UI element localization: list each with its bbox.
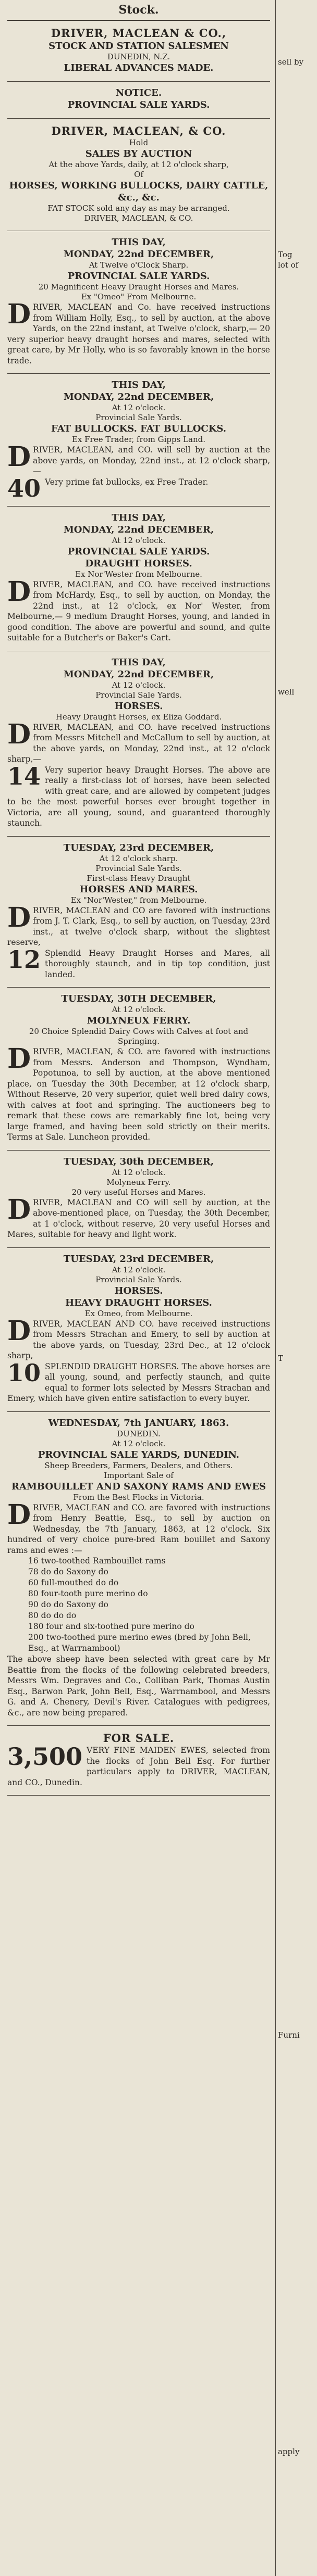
ad-heading-line: At 12 o'clock.: [112, 403, 166, 412]
ad-heading-line: HORSES.: [114, 1285, 163, 1296]
drop-cap: D: [7, 1498, 31, 1531]
sheep-lot-item: 200 two-toothed pure merino ewes (bred by John Bell, Esq., at Warrnambool): [28, 1633, 251, 1653]
ad-heading-line: TUESDAY, 23rd DECEMBER,: [63, 1253, 214, 1265]
sheep-lot-item: 60 full-mouthed do do: [28, 1578, 119, 1587]
ad-heading-line: Important Sale of: [104, 1470, 174, 1480]
ad-body-text: RIVER, MACLEAN and CO will sell by auction, at the above-mentioned place, on Tuesday, the 30th December, at 1 o'clock, without reserve, 20 very useful Horses and Mares, suitable for heavy and light work.: [7, 1197, 270, 1239]
lot-count: 10: [7, 1358, 41, 1387]
ad-heading-line: Ex Nor'Wester from Melbourne.: [75, 569, 202, 579]
ad-heading-line: At 12 o'clock.: [112, 680, 166, 690]
ad-heading-line: THIS DAY,: [112, 237, 166, 248]
ad-divider: [7, 506, 270, 507]
ad-divider: [7, 1411, 270, 1412]
ad-heading-line: At Twelve o'Clock Sharp.: [89, 260, 189, 270]
drop-cap: D: [7, 901, 31, 933]
side-fragment: T: [278, 1354, 284, 1363]
ad-heading-line: FAT STOCK sold any day as may be arranged.: [47, 204, 230, 213]
ad-heading-line: SALES BY AUCTION: [85, 148, 192, 159]
ad-heading-line: FAT BULLOCKS. FAT BULLOCKS.: [51, 423, 226, 434]
ad-heading-line: Provincial Sale Yards.: [95, 413, 182, 422]
ad-heading-line: Provincial Sale Yards.: [95, 690, 182, 700]
advertisement: [7, 1154, 270, 1244]
ad-heading-line: TUESDAY, 23rd DECEMBER,: [63, 842, 214, 853]
ad-heading-line: 20 very useful Horses and Mares.: [71, 1187, 206, 1197]
ad-body: [7, 1498, 270, 1556]
ad-heading-line: MONDAY, 22nd DECEMBER,: [63, 249, 214, 260]
ad-heading-line: FOR SALE.: [103, 1732, 175, 1745]
ad-heading-line: Ex Free Trader, from Gipps Land.: [71, 435, 206, 444]
sheep-lot-item: 180 four and six-toothed pure merino do: [28, 1622, 194, 1631]
side-fragment: Tog: [278, 250, 292, 259]
ad-heading-line: 20 Choice Splendid Dairy Cows with Calves at foot and Springing.: [29, 1027, 249, 1046]
ad-body: [7, 575, 270, 643]
ad-body-text: RIVER, MACLEAN, & CO. are favored with instructions from Messrs. Anderson and Thompson, Wyndham, Popotunoa, to sell by auction, at the above mentioned place, on Tuesday the 30th December, at 12 o'clock sharp, Without Reserve, 20 very superior, quiet well bred dairy cows, with calves at foot and springing. The auctioneers beg to remark that these cows are remarkably fine lot, being very large framed, and having been sold strictly on their merits. Terms at Sale. Luncheon provided.: [7, 1047, 270, 1142]
ad-divider: [7, 987, 270, 988]
ad-heading-line: THIS DAY,: [112, 380, 166, 390]
ad-heading-line: PROVINCIAL SALE YARDS.: [67, 99, 210, 110]
drop-cap: D: [7, 441, 31, 473]
ad-heading-line: Provincial Sale Yards.: [95, 1274, 182, 1284]
ad-body-text: RIVER, MACLEAN and CO are favored with instructions from J. T. Clark, Esq., to sell by auction, on Tuesday, 23rd inst., at twelve o'clock sharp, without the slightest reserve,: [7, 905, 270, 947]
ad-body: [7, 1193, 270, 1240]
ad-divider: [7, 118, 270, 119]
ad-heading-line: At the above Yards, daily, at 12 o'clock sharp,: [48, 160, 229, 169]
side-fragment: apply: [278, 2447, 300, 2456]
ad-heading-line: STOCK AND STATION SALESMEN: [48, 41, 229, 52]
side-fragment: sell by: [278, 57, 304, 67]
ad-body-text: RIVER, MACLEAN, and CO. have received instructions from McHardy, Esq., to sell by auction, on Monday, the 22nd inst., at 12 o'clock, ex Nor' Wester, from Melbourne,— 9 medium Draught Horses, young, and landed in good condition. The above are powerful and sound, and quite suitable for a Butcher's or Baker's Cart.: [7, 579, 270, 642]
advertisement: [7, 1415, 270, 1723]
side-fragment: Furni: [278, 2030, 300, 2040]
ad-divider: [7, 1725, 270, 1726]
ad-heading-line: THIS DAY,: [112, 512, 166, 523]
ad-body-text: RIVER, MACLEAN and CO. are favored with instructions from Henry Beattie, Esq., to sell by auction on Wednesday, the 7th January, 1863, at 12 o'clock, Six hundred of very choice pure-bred Ram bouillet and Saxony rams and ewes :—: [7, 1502, 270, 1555]
advertisement: [7, 654, 270, 833]
ad-heading-line: WEDNESDAY, 7th JANUARY, 1863.: [48, 1417, 229, 1429]
adjacent-column-fragment: [275, 0, 317, 2576]
ad-lot-text: [7, 474, 270, 502]
ad-heading-line: From the Best Flocks in Victoria.: [73, 1492, 204, 1502]
sheep-lot-item: 16 two-toothed Rambouillet rams: [28, 1556, 166, 1565]
ad-heading-line: 20 Magnificent Heavy Draught Horses and Mares.: [38, 282, 239, 292]
ad-heading-line: HEAVY DRAUGHT HORSES.: [65, 1297, 212, 1308]
advertisement: [7, 122, 270, 228]
ad-lot-description: Very prime fat bullocks, ex Free Trader.: [45, 477, 209, 487]
ad-heading-line: TUESDAY, 30TH DECEMBER,: [61, 993, 216, 1004]
ad-lot-text: [7, 1742, 270, 1788]
ad-lot-text: [7, 762, 270, 829]
ad-heading-line: DRAUGHT HORSES.: [85, 558, 192, 569]
ad-divider: [7, 81, 270, 82]
lot-count: 14: [7, 762, 41, 790]
ad-heading-line: LIBERAL ADVANCES MADE.: [64, 62, 214, 73]
ad-body: [7, 718, 270, 765]
drop-cap: D: [7, 718, 31, 750]
ad-lot-description: Very superior heavy Draught Horses. The above are really a first-class lot of horses, have been selected with great care, and are allowed by competent judges to be the most powerful horses ever brought together in Victoria, are all young, sound, and guaranteed thoroughly staunch.: [7, 765, 270, 828]
ad-body: [7, 298, 270, 366]
ad-heading-line: DRIVER, MACLEAN, & CO.: [84, 213, 193, 223]
ad-heading-line: Sheep Breeders, Farmers, Dealers, and Others.: [44, 1460, 233, 1470]
ad-heading-line: Heavy Draught Horses, ex Eliza Goddard.: [55, 712, 222, 722]
section-header: Stock.: [118, 3, 159, 17]
ad-body: [7, 1043, 270, 1143]
ad-heading-line: HORSES, WORKING BULLOCKS, DAIRY CATTLE, &c., &c.: [9, 180, 269, 203]
drop-cap: D: [7, 1193, 31, 1226]
ad-heading-line: PROVINCIAL SALE YARDS.: [67, 271, 210, 282]
ad-heading-line: PROVINCIAL SALE YARDS.: [67, 546, 210, 557]
ad-heading-line: Hold: [129, 138, 149, 147]
ad-lot-description: VERY FINE MAIDEN EWES, selected from the flocks of John Bell Esq. For further particulars apply to DRIVER, MACLEAN, and CO., Dunedin.: [7, 1746, 270, 1787]
ad-heading-line: Molyneux Ferry.: [106, 1177, 171, 1187]
ad-divider: [7, 1795, 270, 1796]
ad-heading-line: At 12 o'clock.: [112, 1438, 166, 1448]
sheep-lot-item: 80 four-tooth pure merino do: [28, 1589, 148, 1598]
ad-body-text: RIVER, MACLEAN and Co. have received instructions from William Holly, Esq., to sell by auction, at the above Yards, on the 22nd instant, at Twelve o'clock, sharp,— 20 very superior heavy draught horses and mares, selected with great care, by Mr Holly, who is so favorably known in the horse trade.: [7, 302, 270, 365]
advertisement: [7, 1729, 270, 1792]
ad-heading-line: Of: [134, 170, 143, 179]
sheep-lot-item: 80 do do do: [28, 1611, 77, 1620]
ad-closing-text: The above sheep have been selected with great care by Mr Beattie from the flocks of the following celebrated breeders, Messrs Wm. Degraves and Co., Colliban Park, Thomas Austin Esq., Barwon Park, John Bell, Esq., Warrnambool, and Messrs G. and A. Chenery, Devil's River. Catalogues with pedigrees, &c., are now being prepared.: [7, 1655, 270, 1718]
ad-body-text: RIVER, MACLEAN, and CO. have received instructions from Messrs Mitchell and McCallum to sell by auction, at the above yards, on Monday, 22nd inst., at 12 o'clock sharp,—: [7, 722, 270, 764]
lot-count: 12: [7, 945, 41, 974]
drop-cap: D: [7, 575, 31, 608]
advertisements: [7, 24, 270, 1796]
side-fragment: lot of: [278, 260, 299, 270]
ad-heading-line: MONDAY, 22nd DECEMBER,: [63, 524, 214, 535]
ad-heading-line: At 12 o'clock.: [112, 1005, 166, 1014]
ad-heading-line: NOTICE.: [115, 87, 162, 98]
ad-heading-line: At 12 o'clock sharp.: [99, 853, 178, 863]
drop-cap: D: [7, 298, 31, 330]
advertisement: [7, 24, 270, 78]
ad-heading-line: First-class Heavy Draught: [87, 873, 191, 883]
drop-cap: D: [7, 1043, 31, 1075]
ad-heading-line: MONDAY, 22nd DECEMBER,: [63, 668, 214, 680]
ad-heading-line: TUESDAY, 30th DECEMBER,: [64, 1156, 214, 1167]
advertisement: [7, 377, 270, 503]
ad-body: [7, 441, 270, 477]
ad-heading-line: THIS DAY,: [112, 656, 166, 668]
ad-heading-line: At 12 o'clock.: [112, 1265, 166, 1274]
ad-heading-line: HORSES AND MARES.: [79, 883, 198, 895]
ad-lot-description: SPLENDID DRAUGHT HORSES. The above horses are all young, sound, and perfectly staunch, and quite equal to former lots selected by Messrs Strachan and Emery, which have given entire satisfaction to every buyer.: [7, 1361, 270, 1403]
ad-heading-line: Provincial Sale Yards.: [95, 863, 182, 873]
ad-body: [7, 1315, 270, 1361]
ad-heading-line: MOLYNEUX FERRY.: [87, 1015, 191, 1026]
advertisement: [7, 510, 270, 648]
ad-divider: [7, 1247, 270, 1248]
stock-column: [7, 0, 270, 1799]
ad-body: [7, 901, 270, 948]
advertisement: [7, 1251, 270, 1408]
ad-heading-line: DRIVER, MACLEAN, & CO.: [51, 124, 226, 137]
ad-heading-line: DUNEDIN, N.Z.: [107, 52, 170, 61]
ad-body-text: RIVER, MACLEAN, and CO. will sell by auction at the above yards, on Monday, 22nd inst., at 12 o'clock sharp,—: [33, 445, 270, 476]
lot-count: 40: [7, 474, 41, 502]
ad-body-text: RIVER, MACLEAN AND CO. have received instructions from Messrs Strachan and Emery, to sell by auction at the above yards, on Tuesday, 23rd Dec., at 12 o'clock sharp,: [7, 1319, 270, 1360]
ad-heading-line: PROVINCIAL SALE YARDS, DUNEDIN.: [38, 1449, 240, 1460]
advertisement: [7, 85, 270, 115]
advertisement: [7, 991, 270, 1147]
lot-count: 3,500: [7, 1742, 83, 1771]
ad-divider: [7, 1150, 270, 1151]
ad-heading-line: Ex "Nor'Wester," from Melbourne.: [70, 895, 207, 905]
ad-heading-line: RAMBOUILLET AND SAXONY RAMS AND EWES: [11, 1481, 266, 1492]
ad-heading-line: Ex "Omeo" From Melbourne.: [81, 292, 197, 301]
ad-divider: [7, 836, 270, 837]
drop-cap: D: [7, 1315, 31, 1347]
ad-lot-text: [7, 945, 270, 980]
ad-heading-line: MONDAY, 22nd DECEMBER,: [63, 392, 214, 402]
ad-heading-line: At 12 o'clock.: [112, 1167, 166, 1177]
ad-heading-line: DUNEDIN.: [117, 1429, 161, 1438]
sheep-lot-item: 78 do do Saxony do: [28, 1567, 108, 1576]
advertisement: [7, 234, 270, 370]
side-fragment: well: [278, 687, 295, 697]
ad-lot-text: [7, 1358, 270, 1404]
ad-heading-line: At 12 o'clock.: [112, 535, 166, 545]
sheep-lot-item: 90 do do Saxony do: [28, 1600, 108, 1609]
header-rule: [7, 20, 270, 21]
advertisement: [7, 840, 270, 984]
ad-heading-line: HORSES.: [114, 700, 163, 712]
ad-lot-description: Splendid Heavy Draught Horses and Mares, all thoroughly staunch, and in tip top condition, just landed.: [45, 948, 270, 979]
ad-heading-line: DRIVER, MACLEAN & CO.,: [51, 27, 227, 40]
ad-heading-line: Ex Omeo, from Melbourne.: [84, 1308, 193, 1318]
ad-divider: [7, 373, 270, 374]
